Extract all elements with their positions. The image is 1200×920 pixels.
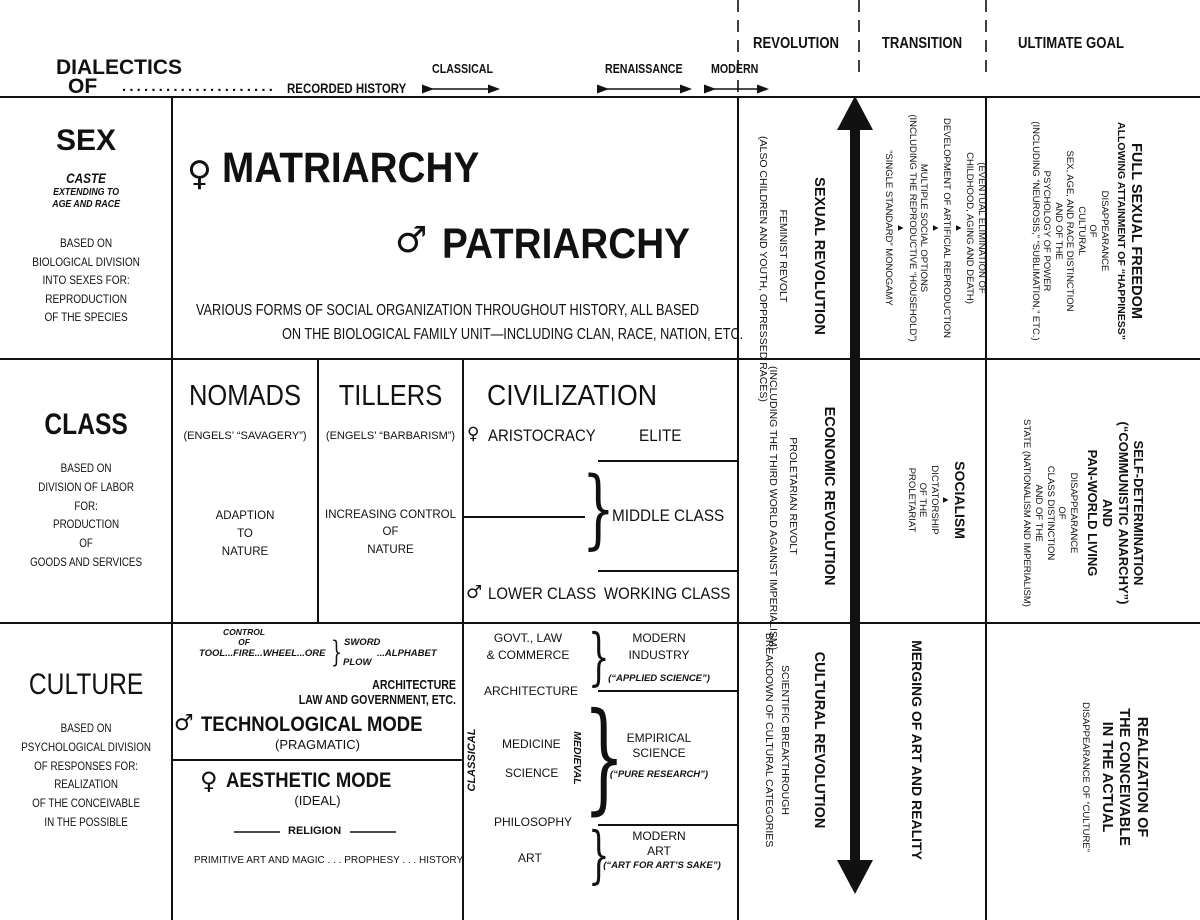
middle-class-brace: } (582, 459, 615, 559)
extending-label: EXTENDING TO AGE AND RACE (52, 186, 120, 211)
title-dialectics: DIALECTICS (56, 56, 182, 79)
classical-vertical-label: CLASSICAL (466, 728, 478, 792)
empirical-science-label: EMPIRICAL SCIENCE (626, 731, 692, 760)
sex-goal-block (994, 101, 1144, 361)
sword-plow-brace: } (331, 635, 343, 669)
classical-label: CLASSICAL (432, 61, 494, 76)
social-organization-text-line1: VARIOUS FORMS OF SOCIAL ORGANIZATION THROUGHOUT HISTORY, ALL BASED (196, 302, 700, 319)
alphabet-label: ...ALPHABET (377, 648, 437, 659)
class-based-on-text: BASED ON DIVISION OF LABOR FOR: PRODUCTION OF GOODS AND SERVICES (30, 461, 143, 570)
full-sexual-freedom-title: FULL SEXUAL FREEDOM (1128, 143, 1144, 319)
tillers-text: INCREASING CONTROL OF NATURE (325, 509, 456, 556)
modern-industry-label: MODERN INDUSTRY (628, 631, 690, 663)
empirical-science-brace: } (583, 688, 625, 827)
modern-industry-brace: } (588, 620, 610, 693)
title-of: OF (68, 75, 98, 98)
tool-fire-wheel-ore-text: TOOL...FIRE...WHEEL...ORE (199, 648, 326, 659)
middle-class-label: MIDDLE CLASS (612, 506, 725, 525)
economic-revolution-block (737, 366, 837, 651)
cultural-revolution-block (747, 620, 827, 860)
renaissance-label: RENAISSANCE (605, 61, 683, 76)
aristocracy-label: ARISTOCRACY (488, 426, 596, 445)
recorded-history-label: RECORDED HISTORY (287, 80, 407, 96)
architecture-law-text: ARCHITECTURE LAW AND GOVERNMENT, ETC. (298, 678, 456, 707)
revolution-column-header: REVOLUTION (752, 35, 840, 52)
socialism-title: SOCIALISM (952, 461, 968, 539)
plow-label: PLOW (343, 657, 372, 668)
class-transition-block (876, 440, 968, 560)
sex-row-title: SEX (55, 124, 117, 157)
nomads-label: NOMADS (188, 380, 302, 412)
modern-art-label: MODERN ART (632, 829, 686, 858)
class-row-title: CLASS (44, 408, 128, 441)
technological-mode-label: TECHNOLOGICAL MODE (201, 713, 423, 736)
tillers-label: TILLERS (338, 380, 443, 412)
govt-law-commerce-label: GOVT., LAW & COMMERCE (486, 631, 570, 663)
lower-class-label: LOWER CLASS (488, 584, 597, 603)
art-for-arts-sake-label: (“ART FOR ART’S SAKE”) (603, 860, 721, 871)
sword-label: SWORD (344, 637, 381, 648)
title-dots: . . . . . . . . . . . . . . . . . . . . . (122, 78, 273, 95)
religion-label: RELIGION (288, 825, 342, 837)
pragmatic-label: (PRAGMATIC) (275, 737, 360, 752)
culture-based-on-text: BASED ON PSYCHOLOGICAL DIVISION OF RESPONSES FOR: REALIZATION OF THE CONCEIVABLE IN THE POSSIBLE (21, 721, 151, 830)
caste-label: CASTE (66, 170, 107, 186)
cultural-revolution-subtitle: SCIENTIFIC BREAKTHROUGH BREAKDOWN OF CULTURAL CATEGORIES (762, 632, 791, 848)
class-goal-block (996, 396, 1146, 630)
culture-goal-text: DISAPPEARANCE OF “CULTURE” (1079, 702, 1091, 852)
realization-title: REALIZATION OF THE CONCEIVABLE IN THE ACTUAL (1098, 708, 1150, 846)
lower-class-male-symbol-icon: ♂ (466, 582, 483, 603)
happiness-subtitle: ALLOWING ATTAINMENT OF “HAPPINESS” (1114, 122, 1127, 340)
art-label: ART (518, 851, 542, 865)
culture-goal-block (1040, 687, 1150, 867)
architecture-label: ARCHITECTURE (484, 684, 579, 698)
aristocracy-female-symbol-icon: ♀ (467, 424, 480, 444)
civilization-label: CIVILIZATION (487, 380, 657, 412)
female-symbol-icon: ♀ (187, 154, 212, 194)
sex-goal-text: DISAPPEARANCE OF CULTURAL SEX, AGE, AND RACE DISTINCTION AND OF THE PSYCHOLOGY OF POWER (INCLUDING “NEUROSIS,” “SUBLIMATION,” ETC.) (1029, 121, 1111, 341)
applied-science-label: (“APPLIED SCIENCE”) (608, 673, 710, 684)
medieval-vertical-label: MEDIEVAL (571, 731, 583, 785)
transition-column-header: TRANSITION (881, 35, 963, 52)
sex-based-on-text: BASED ON BIOLOGICAL DIVISION INTO SEXES FOR: REPRODUCTION OF THE SPECIES (32, 236, 140, 325)
matriarchy-label: MATRIARCHY (222, 144, 480, 192)
aesthetic-female-symbol-icon: ♀ (200, 767, 218, 795)
cultural-revolution-title: CULTURAL REVOLUTION (811, 651, 827, 829)
control-of-label: CONTROL OF (222, 627, 266, 647)
modern-label: MODERN (711, 61, 759, 76)
elite-label: ELITE (639, 426, 682, 445)
modern-art-brace: } (588, 818, 610, 891)
philosophy-label: PHILOSOPHY (494, 815, 573, 829)
economic-revolution-title: ECONOMIC REVOLUTION (821, 406, 837, 586)
patriarchy-label: PATRIARCHY (442, 220, 690, 268)
tillers-subtitle: (ENGELS’ “BARBARISM”) (325, 430, 456, 442)
sexual-revolution-block (727, 136, 827, 402)
culture-row-title: CULTURE (28, 668, 144, 701)
technological-male-symbol-icon: ♂ (174, 711, 194, 736)
economic-revolution-subtitle: PROLETARIAN REVOLT (INCLUDING THE THIRD WORLD AGAINST IMPERIALISM) (766, 366, 799, 651)
class-transition-text: ▲ DICTATORSHIP OF THE PROLETARIAT (906, 465, 952, 535)
class-goal-text: DISAPPEARANCE OF CLASS DISTINCTION AND OF THE STATE (NATIONALISM AND IMPERIALISM) (1021, 419, 1079, 607)
nomads-text: ADAPTION TO NATURE (215, 510, 275, 558)
pure-research-label: (“PURE RESEARCH”) (609, 769, 709, 780)
self-determination-title: SELF-DETERMINATION (“COMMUNISTIC ANARCHY”) AND PAN-WORLD LIVING (1085, 421, 1146, 605)
sexual-revolution-title: SEXUAL REVOLUTION (811, 177, 827, 335)
male-symbol-icon: ♂ (395, 220, 428, 261)
primitive-art-text: PRIMITIVE ART AND MAGIC . . . PROPHESY . . . HISTORY (194, 855, 464, 866)
ultimate-goal-column-header: ULTIMATE GOAL (1018, 35, 1124, 52)
medicine-label: MEDICINE (502, 737, 561, 751)
aesthetic-mode-label: AESTHETIC MODE (226, 769, 392, 792)
ideal-label: (IDEAL) (294, 793, 341, 808)
merging-of-art-and-reality-title: MERGING OF ART AND REALITY (909, 640, 925, 860)
sexual-revolution-subtitle: FEMINIST REVOLT (ALSO CHILDREN AND YOUTH, OPPRESSED RACES) (756, 136, 789, 402)
science-label: SCIENCE (505, 766, 559, 780)
working-class-label: WORKING CLASS (604, 584, 731, 603)
social-organization-text-line2: ON THE BIOLOGICAL FAMILY UNIT—INCLUDING CLAN, RACE, NATION, ETC. (282, 326, 744, 343)
nomads-subtitle: (ENGELS’ “SAVAGERY”) (183, 430, 307, 442)
sex-transition-stack: (EVENTUAL ELIMINATION OF CHILDHOOD, AGING AND DEATH) ▲ DEVELOPMENT OF ARTIFICIAL REPRODUCTION ▲ MULTIPLE SOCIAL OPTIONS (INCLUDING THE REPRODUCTIVE “HOUSEHOLD”) ▲ “SINGLE STANDARD” MONOGAMY (883, 114, 987, 342)
